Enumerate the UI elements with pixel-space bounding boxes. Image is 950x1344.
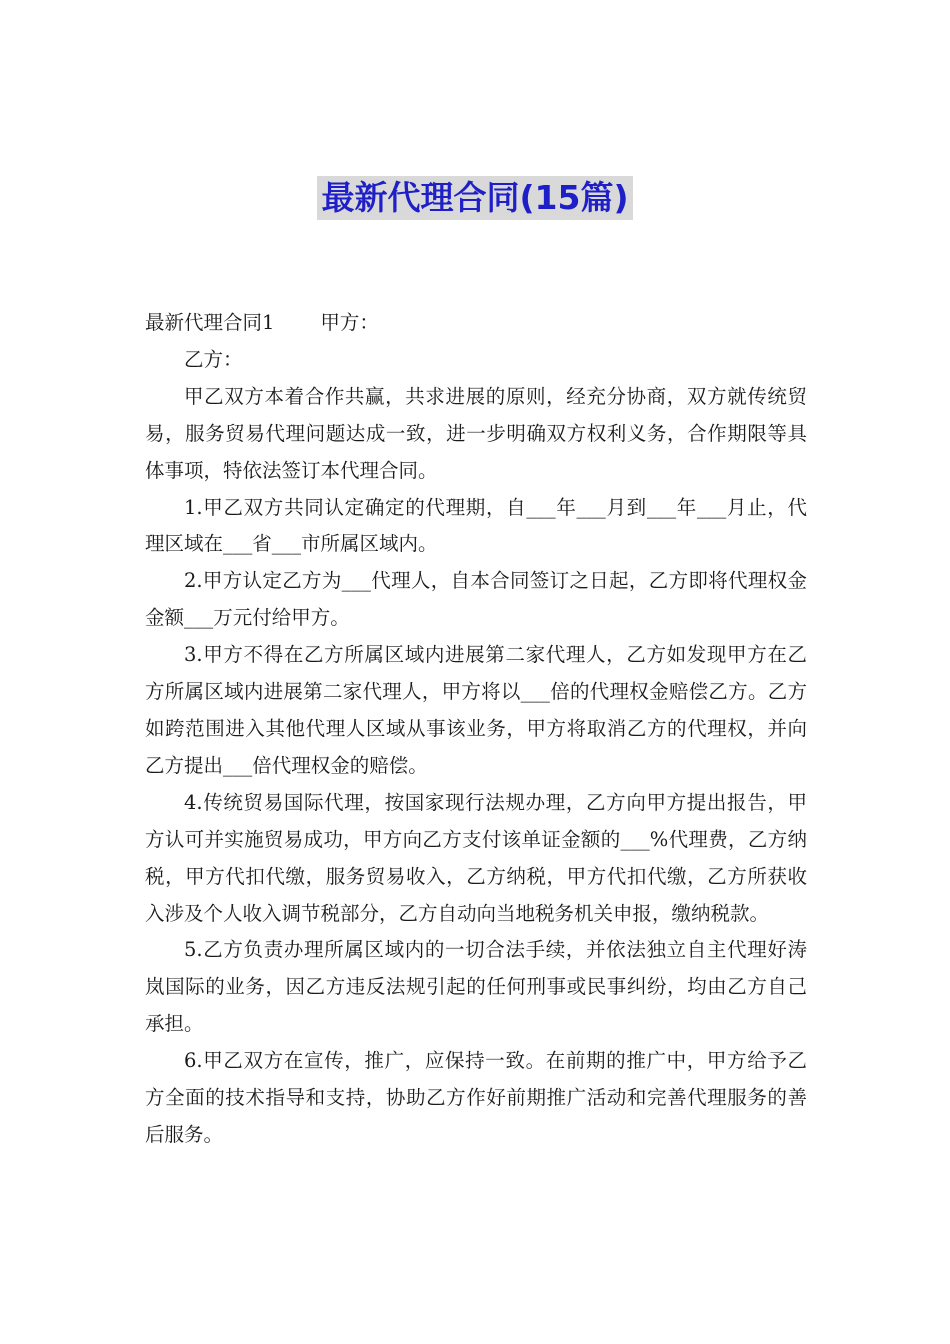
clause-3: 3.甲方不得在乙方所属区域内进展第二家代理人，乙方如发现甲方在乙方所属区域内进展第二家代理人，甲方将以___倍的代理权金赔偿乙方。乙方如跨范围进入其他代理人区域从事该业务，甲方将取消乙方的代理权，并向乙方提出___倍代理权金的赔偿。 [145, 643, 807, 777]
section-heading: 最新代理合同1 [145, 311, 275, 334]
clause-5: 5.乙方负责办理所属区域内的一切合法手续，并依法独立自主代理好涛岚国际的业务，因乙方违反法规引起的任何刑事或民事纠纷，均由乙方自己承担。 [145, 938, 807, 1036]
clause-1: 1.甲乙双方共同认定确定的代理期，自___年___月到___年___月止，代理区域在___省___市所属区域内。 [145, 495, 807, 556]
clause-2: 2.甲方认定乙方为___代理人，自本合同签订之日起，乙方即将代理权金金额___万元付给甲方。 [145, 569, 807, 630]
document-body [145, 305, 807, 1154]
document-title: 最新代理合同(15篇) [317, 176, 632, 220]
clause-4: 4.传统贸易国际代理，按国家现行法规办理，乙方向甲方提出报告，甲方认可并实施贸易成功，甲方向乙方支付该单证金额的___%代理费，乙方纳税，甲方代扣代缴，服务贸易收入，乙方纳税，甲方代扣代缴，乙方所获收入涉及个人收入调节税部分，乙方自动向当地税务机关申报，缴纳税款。 [145, 790, 807, 925]
title-container [0, 176, 950, 220]
party-a-label: 甲方： [320, 311, 379, 334]
paragraph-preamble: 甲乙双方本着合作共赢，共求进展的原则，经充分协商，双方就传统贸易，服务贸易代理问题达成一致，进一步明确双方权利义务，合作期限等具体事项，特依法签订本代理合同。 [145, 384, 807, 482]
first-line [145, 305, 807, 342]
paragraph-party-b: 乙方： [184, 347, 243, 371]
clause-6: 6.甲乙双方在宣传，推广，应保持一致。在前期的推广中，甲方给予乙方全面的技术指导和支持，协助乙方作好前期推广活动和完善代理服务的善后服务。 [145, 1049, 807, 1146]
